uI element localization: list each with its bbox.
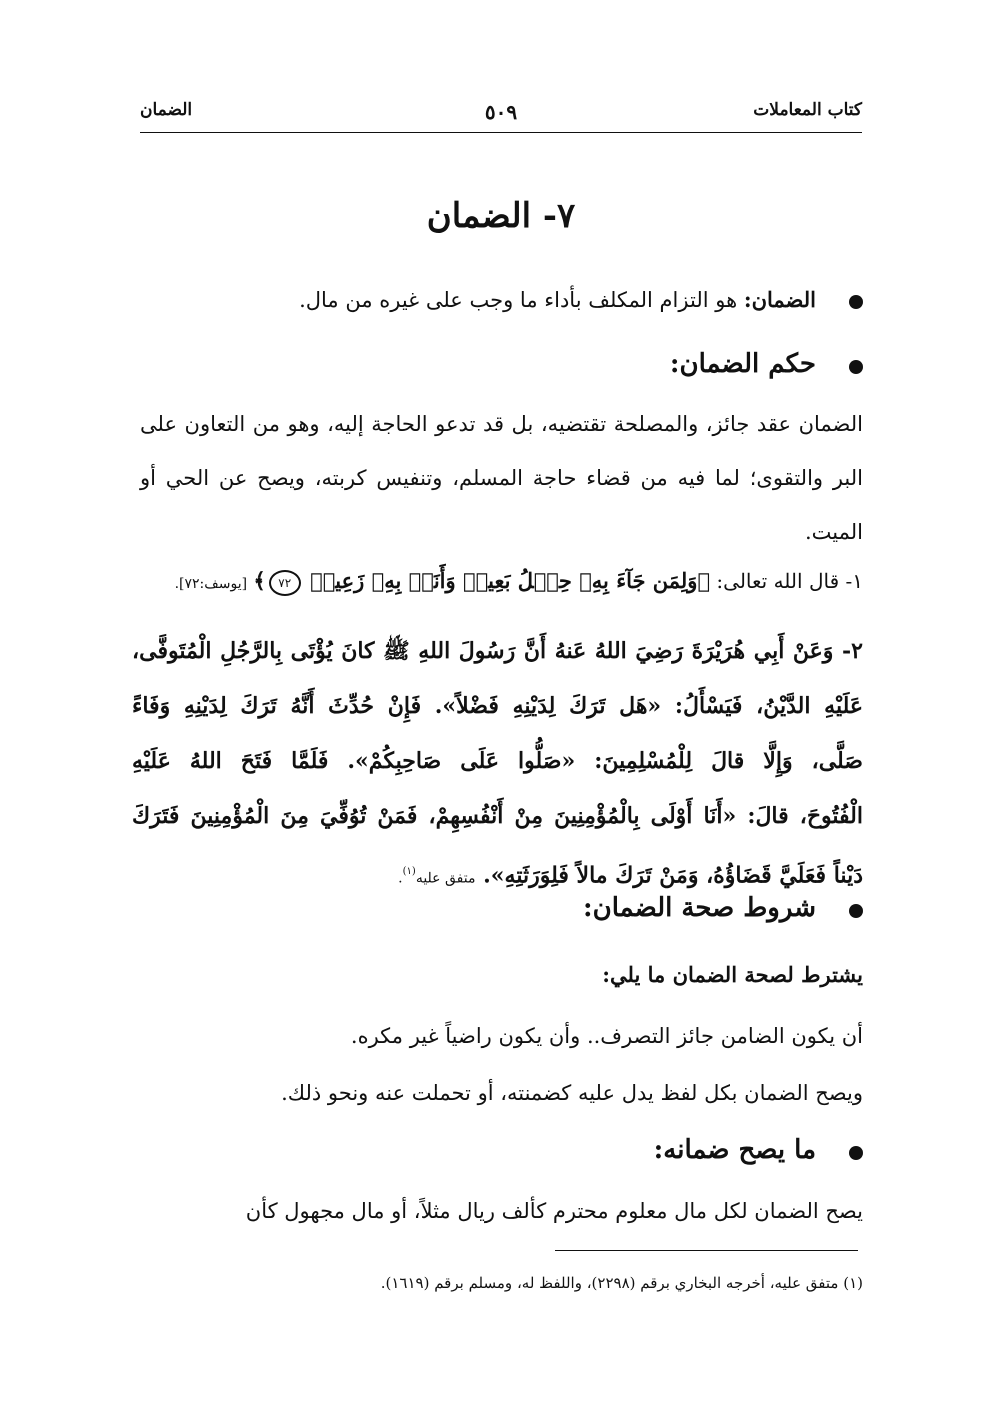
verse-close-bracket: ﴾ xyxy=(253,568,266,593)
header-topic: الضمان xyxy=(140,100,193,120)
hadith-line: صَلَّى، وَإِلَّا قالَ لِلْمُسْلِمِينَ: «صَلُّوا عَلَى صَاحِبِكُمْ». فَلَمَّا فَتَحَ اللهُ عَلَيْهِ xyxy=(132,748,863,774)
footnote: (١) متفق عليه، أخرجه البخاري برقم (٢٢٩٨)، واللفظ له، ومسلم برقم (١٦١٩). xyxy=(380,1274,863,1292)
footnote-marker: (١) xyxy=(402,866,416,877)
header-divider xyxy=(140,132,862,133)
hadith-line: ٢- وَعَنْ أَبِي هُرَيْرَةَ رَضِيَ اللهُ عَنهُ أَنَّ رَسُولَ اللهِ ﷺ كانَ يُؤْتَى بِالرَّجُلِ الْمُتَوفَّى، xyxy=(132,638,863,664)
hadith-line: دَيْناً فَعَلَيَّ قَضَاؤُهُ، وَمَنْ تَرَكَ مالاً فَلِوَرَثَتِهِ». xyxy=(483,862,863,889)
ruling-heading: حكم الضمان: xyxy=(669,349,816,379)
conditions-heading: شروط صحة الضمان: xyxy=(583,893,816,923)
guaranteeable-text: يصح الضمان لكل مال معلوم محترم كألف ريال مثلاً، أو مال مجهول كأن xyxy=(245,1199,863,1223)
condition-line-2: ويصح الضمان بكل لفظ يدل عليه كضمنته، أو تحملت عنه ونحو ذلك. xyxy=(281,1081,863,1105)
bullet-icon xyxy=(849,1146,863,1160)
bullet-icon xyxy=(849,295,863,309)
hadith-end-period: . xyxy=(398,870,403,887)
running-header xyxy=(140,100,862,130)
hadith-line: الْفُتُوحَ، قالَ: «أَنَا أَوْلَى بِالْمُؤْمِنِينَ مِنْ أَنْفُسِهِمْ، فَمَنْ تُوُفِّيَ مِنَ الْمُؤْمِنِينَ فَتَرَكَ xyxy=(132,803,863,829)
hadith-source: متفق عليه xyxy=(415,870,476,887)
header-book-title: كتاب المعاملات xyxy=(753,100,862,120)
ruling-paragraph-block xyxy=(140,397,863,559)
evidence-1-prefix: ١- قال الله تعالى: xyxy=(710,569,863,593)
header-page-number: ٥٠٩ xyxy=(484,100,518,124)
bullet-icon xyxy=(849,904,863,918)
evidence-hadith xyxy=(132,624,863,906)
condition-line-1: أن يكون الضامن جائز التصرف.. وأن يكون راضياً غير مكره. xyxy=(350,1024,863,1048)
quran-verse: ﴿وَلِمَن جَآءَ بِهِۦ حِمۡلُ بَعِيرٖ وَأَنَا۠ بِهِۦ زَعِيمٞ xyxy=(310,568,711,593)
definition-text xyxy=(140,287,816,312)
conditions-intro: يشترط لصحة الضمان ما يلي: xyxy=(602,962,863,987)
surah-reference: [يوسف:٧٢]. xyxy=(174,576,248,592)
bullet-icon xyxy=(849,360,863,374)
definition-term: الضمان: xyxy=(743,287,816,312)
guaranteeable-heading: ما يصح ضمانه: xyxy=(653,1135,816,1165)
footnote-divider xyxy=(555,1250,858,1251)
hadith-line: عَلَيْهِ الدَّيْنُ، فَيَسْأَلُ: «هَل تَرَكَ لِدَيْنِهِ فَضْلاً». فَإِنْ حُدِّثَ أَنَّهُ تَرَكَ لِدَيْنِهِ وَفَاءً xyxy=(132,693,863,719)
definition-body: هو التزام المكلف بأداء ما وجب على غيره من مال. xyxy=(299,288,744,312)
ruling-paragraph: الضمان عقد جائز، والمصلحة تقتضيه، بل قد تدعو الحاجة إليه، وهو من التعاون على البر والتقوى؛ لما فيه من قضاء حاجة المسلم، وتنفيس كربته، ويصح عن الحي أو الميت. xyxy=(140,412,863,544)
ayah-number-marker: ٧٢ xyxy=(269,570,301,596)
evidence-quran xyxy=(120,568,863,596)
chapter-title: ٧- الضمان xyxy=(426,196,576,236)
